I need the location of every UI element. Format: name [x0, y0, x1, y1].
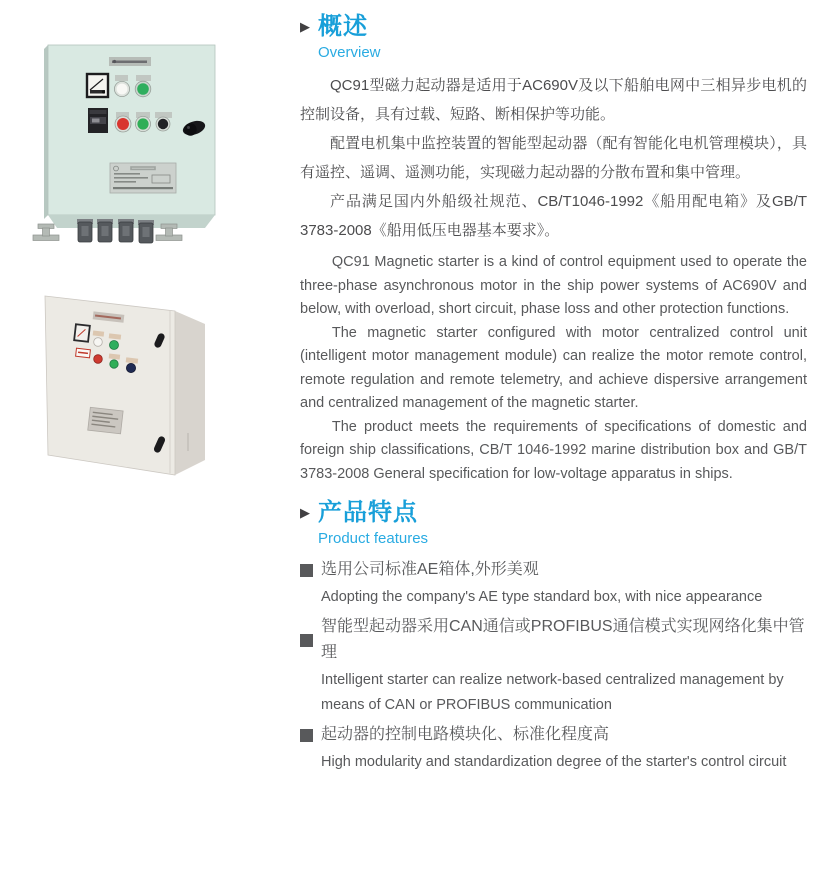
- overview-titles: [318, 12, 381, 63]
- feature-item: [300, 722, 807, 775]
- feature-item: [300, 557, 807, 610]
- overview-paragraph-cn: QC91型磁力起动器是适用于AC690V及以下船舶电网中三相异步电机的控制设备，具有过载、短路、断相保护等功能。: [300, 77, 807, 123]
- mounting-foot-left: [33, 224, 59, 241]
- square-bullet-icon: [300, 564, 313, 577]
- product-photo-angled-box: [30, 283, 245, 488]
- feature-cn-line: [300, 722, 807, 748]
- feature-cn-text: 起动器的控制电路模块化、标准化程度高: [321, 726, 610, 743]
- lamp-label-white: [115, 75, 128, 81]
- box2-red-label-plate: [76, 348, 91, 358]
- text-column: [300, 12, 807, 779]
- box2-button-blue: [126, 363, 135, 372]
- square-bullet-icon: [300, 634, 313, 647]
- overview-paragraph-en: QC91 Magnetic starter is a kind of control equipment used to operate the three-phase asynchronous motor in the ship power systems of AC690V and below, with overload, short circuit, phase loss and other protection functions.: [300, 254, 807, 317]
- push-button-green: [135, 116, 150, 131]
- triangle-bullet-icon: ▶: [300, 19, 310, 34]
- feature-en-text: Adopting the company's AE type standard box, with nice appearance: [321, 589, 763, 605]
- overview-title-en: Overview: [318, 44, 381, 61]
- feature-en-text: High modularity and standardization degree of the starter's control circuit: [321, 754, 787, 770]
- features-title-cn: 产品特点: [318, 499, 418, 526]
- box2-nameplate: [88, 407, 123, 434]
- overview-header: [300, 12, 807, 63]
- box2-side-face: [175, 311, 205, 475]
- feature-en-text: Intelligent starter can realize network-based centralized management by means of CAN or PROFIBUS communication: [321, 672, 784, 713]
- features-list: [300, 557, 807, 775]
- box-side-edge: [44, 45, 48, 219]
- overview-paragraph-en: The product meets the requirements of specifications of domestic and foreign ship classifications, CB/T 1046-1992 marine distribution box and GB/T 3783-2008 General specification for low-voltage apparatus in ships.: [300, 418, 807, 482]
- section-product-features: [300, 498, 807, 775]
- box2-lamp-white: [94, 338, 103, 347]
- overview-paragraph-cn: 配置电机集中监控装置的智能型起动器（配有智能化电机管理模块），具有遥控、遥调、遥测功能，实现磁力起动器的分散布置和集中管理。: [300, 135, 807, 181]
- overview-paragraphs-cn: [300, 71, 807, 245]
- indicator-lamp-green: [135, 81, 151, 97]
- lamp-label-green: [136, 75, 151, 81]
- features-header: [300, 498, 807, 549]
- overview-paragraph-cn: 产品满足国内外船级社规范、CB/T1046-1992《船用配电箱》及GB/T 3783-2008《船用低压电器基本要求》。: [300, 193, 807, 239]
- circuit-breaker: [88, 108, 108, 133]
- feature-item: [300, 614, 807, 718]
- box2-meter: [74, 324, 90, 341]
- push-button-black: [156, 117, 170, 131]
- feature-cn-text: 选用公司标准AE箱体,外形美观: [321, 561, 539, 578]
- box2-button-red: [94, 355, 103, 364]
- square-bullet-icon: [300, 729, 313, 742]
- analog-meter: [87, 74, 108, 97]
- feature-cn-line: [300, 557, 807, 583]
- top-label-plate: [109, 57, 151, 66]
- overview-paragraph-en: The magnetic starter configured with motor centralized control unit (intelligent motor management module) can realize the motor remote control, remote regulation and remote telemetry, and achieve dispersive arrangement and centralized management of the magnetic starter.: [300, 324, 807, 411]
- overview-paragraphs-en: [300, 251, 807, 486]
- section-overview: [300, 12, 807, 486]
- nameplate: [110, 163, 176, 193]
- triangle-bullet-icon: ▶: [300, 505, 310, 520]
- feature-cn-text: 智能型起动器采用CAN通信或PROFIBUS通信模式实现网络化集中管理: [321, 618, 805, 661]
- product-photo-front-box: [28, 38, 263, 250]
- box2-lamp-green: [110, 341, 119, 350]
- features-titles: [318, 498, 428, 549]
- overview-title-cn: 概述: [318, 13, 368, 40]
- features-title-en: Product features: [318, 530, 429, 547]
- indicator-lamp-white: [114, 81, 129, 96]
- box2-button-green: [110, 360, 118, 368]
- feature-cn-line: [300, 614, 807, 666]
- push-button-red: [115, 116, 131, 132]
